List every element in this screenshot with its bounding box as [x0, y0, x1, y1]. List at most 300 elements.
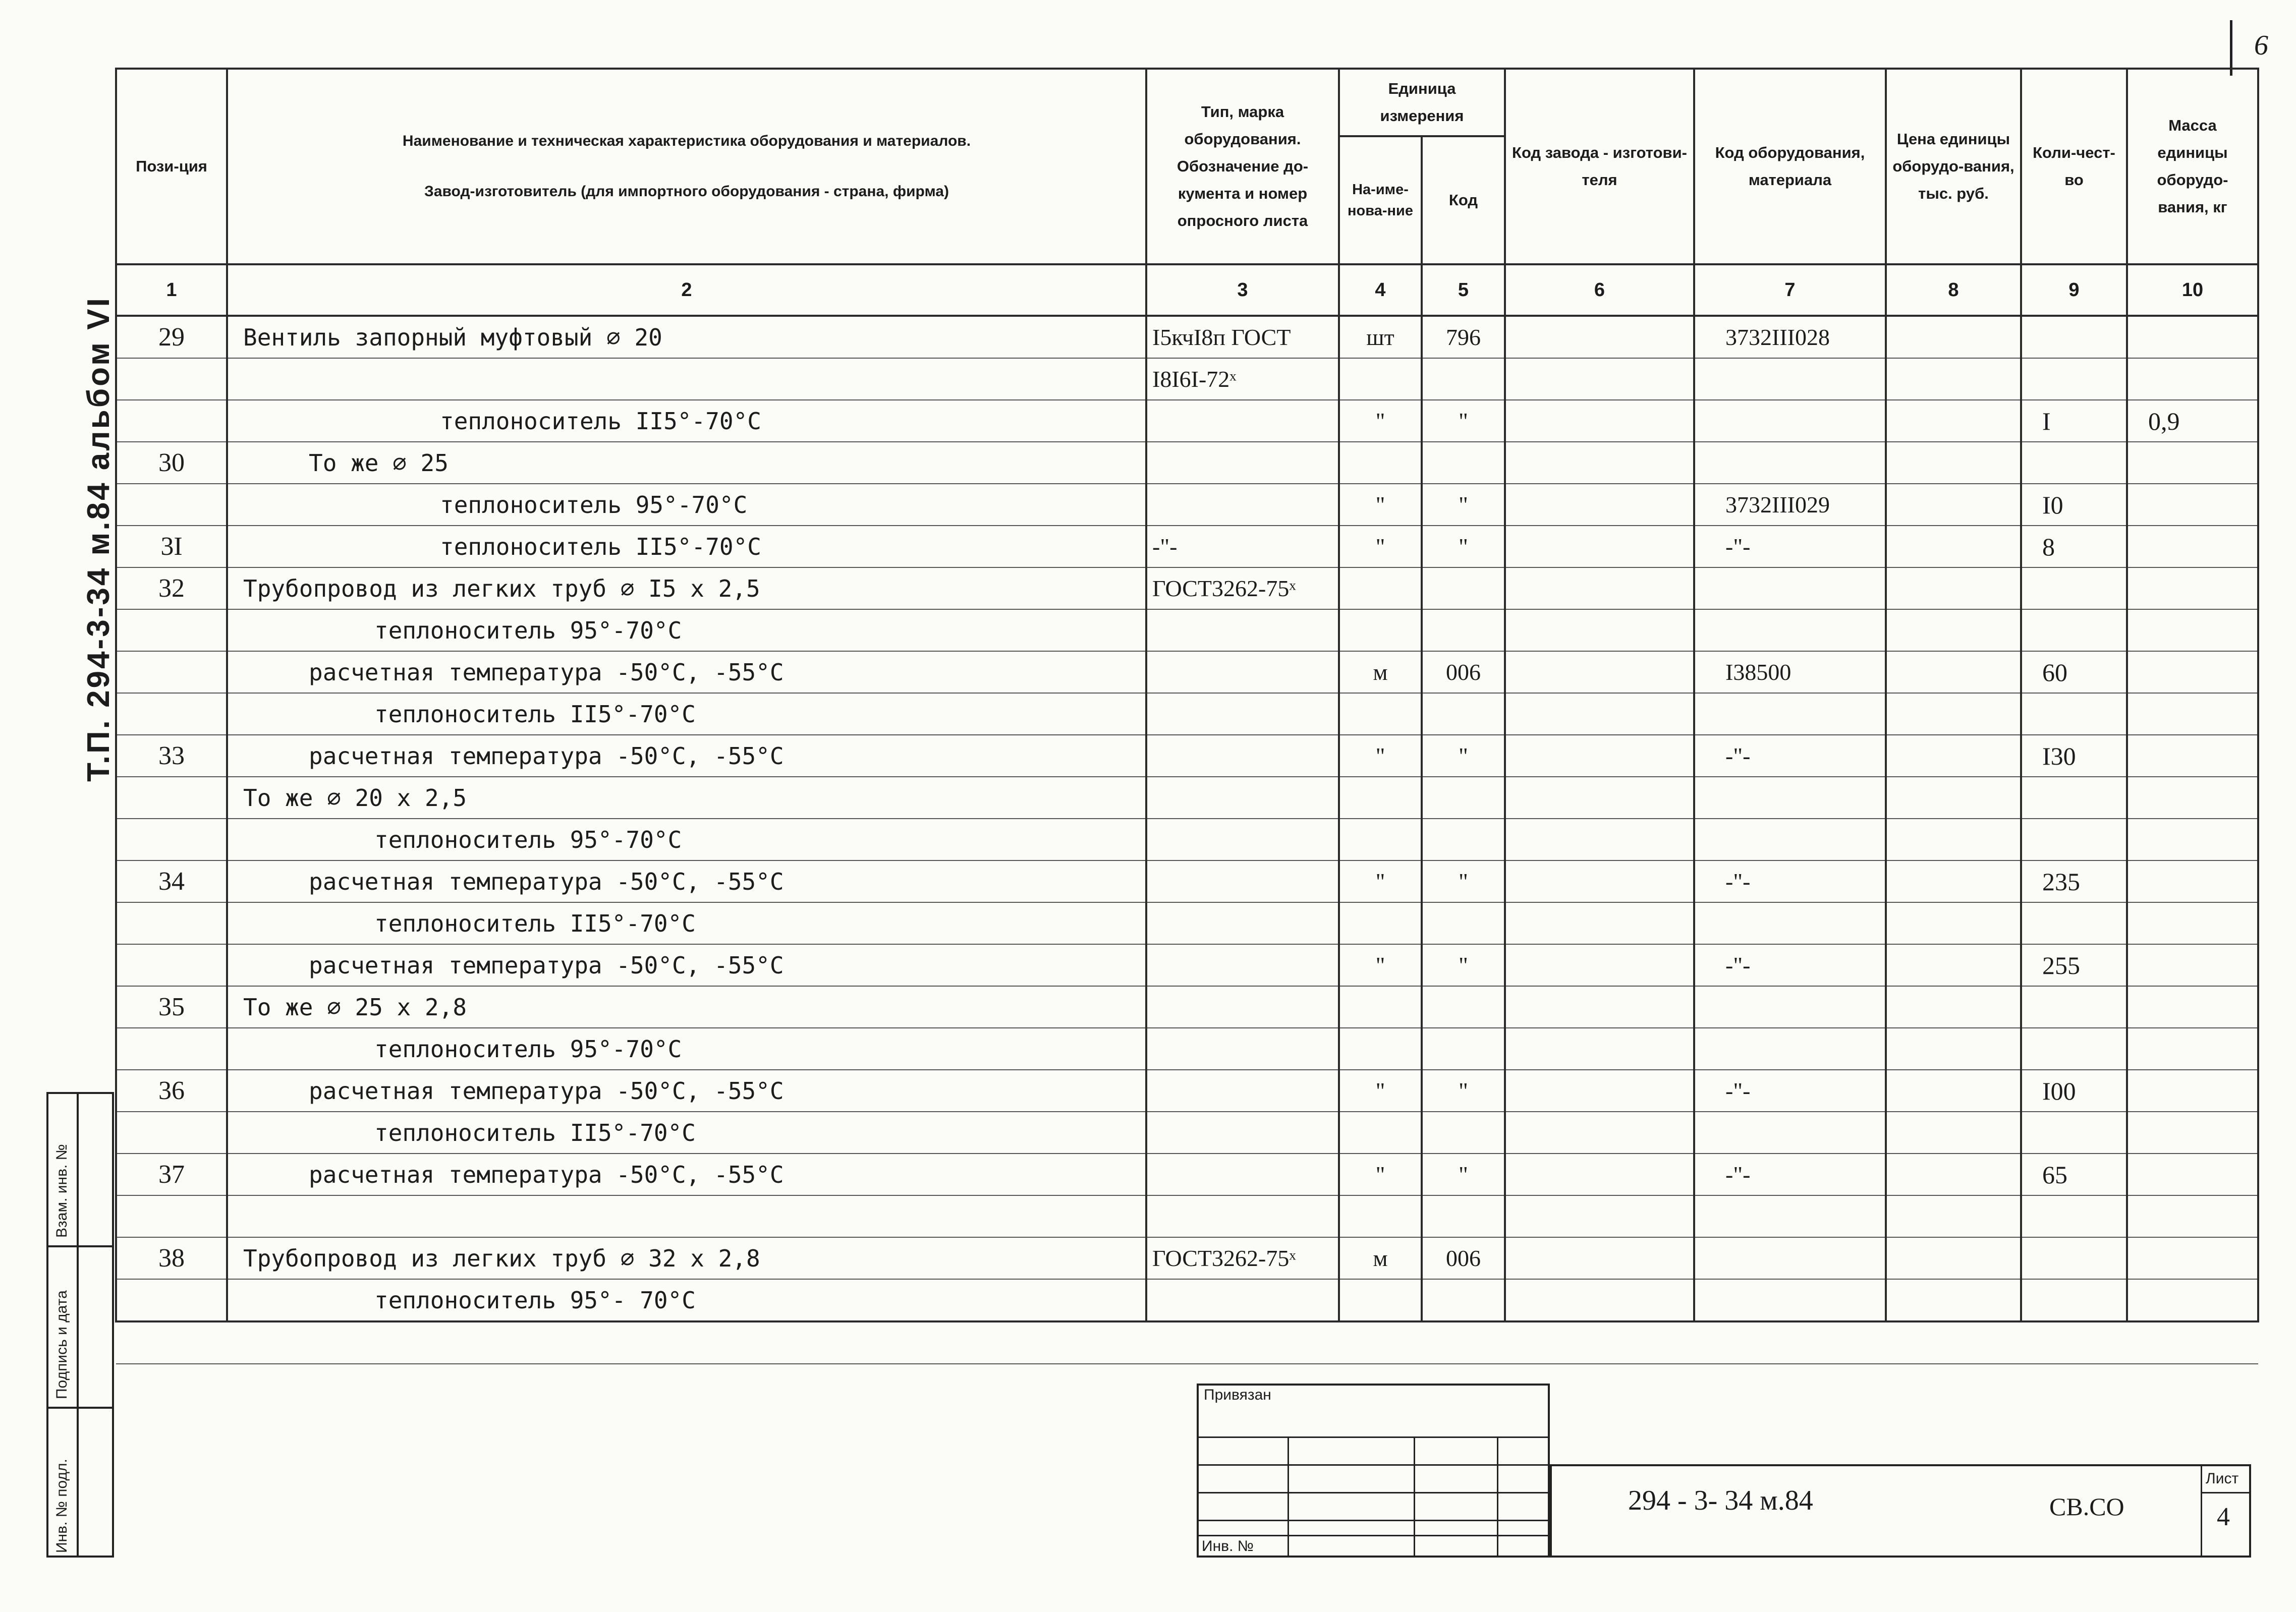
cell-quantity: 8	[2021, 526, 2127, 567]
cell-unit-name	[1339, 902, 1422, 944]
table-row	[116, 1112, 2258, 1154]
cell-unit-name	[1339, 986, 1422, 1028]
cell-type	[1146, 693, 1339, 735]
tb-grid-line	[1414, 1436, 1415, 1558]
cell-name: Вентиль запорный муфтовый ⌀ 20	[227, 316, 1146, 358]
cell-factory-code	[1505, 358, 1694, 400]
column-number: 4	[1339, 264, 1422, 316]
title-block-inv-no: Инв. №	[1202, 1538, 1254, 1555]
table-row	[116, 1070, 2258, 1112]
cell-mass	[2127, 944, 2258, 986]
cell-factory-code	[1505, 400, 1694, 442]
cell-mass	[2127, 693, 2258, 735]
cell-factory-code	[1505, 526, 1694, 567]
cell-material-code	[1694, 1112, 1886, 1154]
cell-type	[1146, 902, 1339, 944]
cell-position	[116, 1112, 227, 1154]
table-row	[116, 860, 2258, 902]
specification-table	[115, 68, 2259, 1364]
cell-factory-code	[1505, 693, 1694, 735]
cell-position: 38	[116, 1237, 227, 1279]
cell-price	[1886, 526, 2021, 567]
cell-unit-name	[1339, 1028, 1422, 1070]
cell-unit-name	[1339, 567, 1422, 609]
cell-unit-code: "	[1422, 484, 1505, 526]
cell-price	[1886, 609, 2021, 651]
cell-material-code: I38500	[1694, 651, 1886, 693]
cell-type	[1146, 651, 1339, 693]
table-row	[116, 526, 2258, 567]
cell-mass	[2127, 735, 2258, 777]
cell-quantity	[2021, 609, 2127, 651]
cell-type	[1146, 1154, 1339, 1195]
table-row	[116, 819, 2258, 860]
cell-unit-name: "	[1339, 944, 1422, 986]
cell-mass	[2127, 986, 2258, 1028]
header-mass: Масса единицы оборудо-вания, кг	[2127, 69, 2258, 264]
cell-quantity	[2021, 1028, 2127, 1070]
cell-price	[1886, 944, 2021, 986]
cell-price	[1886, 567, 2021, 609]
cell-position	[116, 1279, 227, 1321]
cell-factory-code	[1505, 1237, 1694, 1279]
cell-position: 3I	[116, 526, 227, 567]
cell-unit-name	[1339, 1195, 1422, 1237]
cell-unit-name	[1339, 358, 1422, 400]
cell-position	[116, 609, 227, 651]
cell-type: I5кчI8п ГОСТ	[1146, 316, 1339, 358]
cell-price	[1886, 484, 2021, 526]
cell-name: теплоноситель 95°-70°C	[227, 484, 1146, 526]
cell-price	[1886, 1237, 2021, 1279]
cell-quantity	[2021, 819, 2127, 860]
cell-mass	[2127, 567, 2258, 609]
table-row	[116, 1237, 2258, 1279]
cell-mass	[2127, 1028, 2258, 1070]
cell-factory-code	[1505, 1028, 1694, 1070]
cell-name: То же ⌀ 20 x 2,5	[227, 777, 1146, 819]
cell-unit-code	[1422, 986, 1505, 1028]
cell-unit-name: "	[1339, 526, 1422, 567]
cell-quantity	[2021, 986, 2127, 1028]
cell-price	[1886, 651, 2021, 693]
cell-material-code	[1694, 693, 1886, 735]
specification-body	[116, 316, 2258, 1364]
cell-mass	[2127, 902, 2258, 944]
cell-mass	[2127, 651, 2258, 693]
cell-type	[1146, 1279, 1339, 1321]
tb-grid-line	[2201, 1492, 2251, 1493]
title-block-privyazan: Привязан	[1204, 1387, 1271, 1403]
table-row	[116, 902, 2258, 944]
cell-name: расчетная температура -50°C, -55°C	[227, 1154, 1146, 1195]
cell-material-code	[1694, 358, 1886, 400]
cell-unit-name: "	[1339, 484, 1422, 526]
cell-quantity	[2021, 902, 2127, 944]
cell-quantity	[2021, 1237, 2127, 1279]
cell-material-code: 3732III028	[1694, 316, 1886, 358]
cell-mass	[2127, 526, 2258, 567]
cell-type	[1146, 1195, 1339, 1237]
cell-type	[1146, 609, 1339, 651]
cell-mass	[2127, 777, 2258, 819]
column-number: 10	[2127, 264, 2258, 316]
cell-type	[1146, 484, 1339, 526]
tb-grid-line	[2201, 1464, 2202, 1558]
cell-material-code: -"-	[1694, 735, 1886, 777]
header-unit-code: Код	[1422, 136, 1505, 264]
album-title: Т.П. 294-3-34 м.84 альбом VI	[81, 296, 116, 782]
cell-position	[116, 944, 227, 986]
cell-name: теплоноситель II5°-70°C	[227, 526, 1146, 567]
cell-mass	[2127, 316, 2258, 358]
cell-material-code: -"-	[1694, 944, 1886, 986]
cell-price	[1886, 693, 2021, 735]
cell-material-code	[1694, 567, 1886, 609]
header-qty: Коли-чест-во	[2021, 69, 2127, 264]
cell-price	[1886, 1279, 2021, 1321]
cell-unit-name: м	[1339, 1237, 1422, 1279]
cell-unit-code	[1422, 1028, 1505, 1070]
cell-quantity: I30	[2021, 735, 2127, 777]
cell-unit-code: 006	[1422, 1237, 1505, 1279]
cell-position	[116, 819, 227, 860]
cell-mass	[2127, 442, 2258, 484]
table-row	[116, 1279, 2258, 1321]
cell-position	[116, 1195, 227, 1237]
strip-label-vzam-inv: Взам. инв. №	[53, 1144, 70, 1238]
cell-name: расчетная температура -50°C, -55°C	[227, 944, 1146, 986]
cell-unit-name: шт	[1339, 316, 1422, 358]
cell-unit-code	[1422, 693, 1505, 735]
cell-unit-name	[1339, 609, 1422, 651]
cell-price	[1886, 400, 2021, 442]
cell-position: 37	[116, 1154, 227, 1195]
cell-unit-code	[1422, 567, 1505, 609]
cell-material-code	[1694, 1195, 1886, 1237]
cell-type	[1146, 442, 1339, 484]
cell-name: То же ⌀ 25	[227, 442, 1146, 484]
table-row	[116, 484, 2258, 526]
cell-factory-code	[1505, 651, 1694, 693]
cell-material-code	[1694, 1279, 1886, 1321]
cell-quantity	[2021, 358, 2127, 400]
cell-factory-code	[1505, 902, 1694, 944]
cell-quantity: 235	[2021, 860, 2127, 902]
cell-unit-code	[1422, 358, 1505, 400]
cell-mass: 0,9	[2127, 400, 2258, 442]
cell-factory-code	[1505, 986, 1694, 1028]
cell-name: расчетная температура -50°C, -55°C	[227, 1070, 1146, 1112]
cell-material-code	[1694, 819, 1886, 860]
strip-row-divider	[48, 1245, 112, 1247]
cell-factory-code	[1505, 944, 1694, 986]
title-block-doc-number: 294 - 3- 34 м.84	[1628, 1485, 1813, 1516]
cell-mass	[2127, 484, 2258, 526]
cell-mass	[2127, 1112, 2258, 1154]
table-bottom-spacer	[116, 1321, 2258, 1364]
cell-position: 35	[116, 986, 227, 1028]
table-row	[116, 735, 2258, 777]
cell-material-code: -"-	[1694, 1070, 1886, 1112]
column-number-row	[116, 264, 2258, 316]
cell-price	[1886, 1195, 2021, 1237]
cell-unit-name: "	[1339, 860, 1422, 902]
cell-name: Трубопровод из легких труб ⌀ 32 x 2,8	[227, 1237, 1146, 1279]
header-name	[227, 69, 1146, 264]
cell-price	[1886, 1112, 2021, 1154]
cell-unit-code: "	[1422, 1154, 1505, 1195]
column-number: 6	[1505, 264, 1694, 316]
table-row	[116, 567, 2258, 609]
cell-factory-code	[1505, 860, 1694, 902]
column-number: 9	[2021, 264, 2127, 316]
cell-quantity: I0	[2021, 484, 2127, 526]
cell-quantity	[2021, 567, 2127, 609]
cell-name: теплоноситель II5°-70°C	[227, 400, 1146, 442]
cell-type: ГОСТ3262-75ˣ	[1146, 567, 1339, 609]
cell-mass	[2127, 860, 2258, 902]
cell-name: теплоноситель II5°-70°C	[227, 1112, 1146, 1154]
cell-type	[1146, 944, 1339, 986]
cell-factory-code	[1505, 316, 1694, 358]
cell-material-code: -"-	[1694, 860, 1886, 902]
cell-unit-name	[1339, 819, 1422, 860]
cell-unit-code	[1422, 1195, 1505, 1237]
cell-price	[1886, 777, 2021, 819]
cell-factory-code	[1505, 819, 1694, 860]
tb-grid-line	[1497, 1436, 1498, 1558]
cell-quantity	[2021, 1195, 2127, 1237]
cell-material-code	[1694, 1237, 1886, 1279]
cell-position	[116, 484, 227, 526]
cell-quantity	[2021, 1112, 2127, 1154]
cell-quantity: I00	[2021, 1070, 2127, 1112]
table-row	[116, 316, 2258, 358]
table-row	[116, 1154, 2258, 1195]
cell-material-code	[1694, 1028, 1886, 1070]
cell-type	[1146, 1112, 1339, 1154]
cell-quantity	[2021, 316, 2127, 358]
cell-quantity	[2021, 693, 2127, 735]
cell-factory-code	[1505, 1279, 1694, 1321]
header-type: Тип, марка оборудования. Обозначение до-кумента и номер опросного листа	[1146, 69, 1339, 264]
cell-type: ГОСТ3262-75ˣ	[1146, 1237, 1339, 1279]
cell-type	[1146, 819, 1339, 860]
cell-material-code: -"-	[1694, 1154, 1886, 1195]
cell-position	[116, 902, 227, 944]
cell-price	[1886, 316, 2021, 358]
cell-position	[116, 651, 227, 693]
column-number: 2	[227, 264, 1146, 316]
header-unit-name: На-име-нова-ние	[1339, 136, 1422, 264]
cell-material-code	[1694, 986, 1886, 1028]
strip-label-podpis-data: Подпись и дата	[53, 1290, 70, 1399]
cell-unit-code	[1422, 1112, 1505, 1154]
cell-name: теплоноситель II5°-70°C	[227, 693, 1146, 735]
cell-unit-name	[1339, 777, 1422, 819]
cell-quantity	[2021, 1279, 2127, 1321]
column-number: 5	[1422, 264, 1505, 316]
header-name-line1: Наименование и техническая характеристика оборудования и материалов.	[402, 133, 971, 149]
cell-unit-code	[1422, 609, 1505, 651]
cell-unit-code	[1422, 442, 1505, 484]
cell-price	[1886, 986, 2021, 1028]
strip-row-divider	[48, 1407, 112, 1409]
cell-type	[1146, 735, 1339, 777]
cell-unit-code: "	[1422, 1070, 1505, 1112]
cell-unit-code: 796	[1422, 316, 1505, 358]
cell-unit-name: "	[1339, 1070, 1422, 1112]
cell-factory-code	[1505, 1195, 1694, 1237]
cell-unit-code: "	[1422, 944, 1505, 986]
cell-type	[1146, 860, 1339, 902]
cell-unit-name: "	[1339, 400, 1422, 442]
cell-position	[116, 1028, 227, 1070]
header-factory-code: Код завода - изготови-теля	[1505, 69, 1694, 264]
table-row	[116, 442, 2258, 484]
cell-name: То же ⌀ 25 x 2,8	[227, 986, 1146, 1028]
header-material-code: Код оборудования, материала	[1694, 69, 1886, 264]
table-row	[116, 358, 2258, 400]
cell-position	[116, 358, 227, 400]
cell-type	[1146, 777, 1339, 819]
cell-name	[227, 358, 1146, 400]
column-number: 7	[1694, 264, 1886, 316]
cell-mass	[2127, 1070, 2258, 1112]
table-row	[116, 609, 2258, 651]
cell-quantity: 255	[2021, 944, 2127, 986]
cell-mass	[2127, 1154, 2258, 1195]
cell-unit-name	[1339, 1112, 1422, 1154]
title-block-sheet-label: Лист	[2206, 1470, 2239, 1487]
cell-unit-name: "	[1339, 1154, 1422, 1195]
cell-unit-code: "	[1422, 860, 1505, 902]
cell-mass	[2127, 609, 2258, 651]
cell-price	[1886, 860, 2021, 902]
cell-material-code	[1694, 902, 1886, 944]
cell-material-code	[1694, 609, 1886, 651]
cell-position: 32	[116, 567, 227, 609]
table-row	[116, 777, 2258, 819]
table-row	[116, 400, 2258, 442]
cell-name: теплоноситель 95°-70°C	[227, 1028, 1146, 1070]
cell-position: 33	[116, 735, 227, 777]
cell-factory-code	[1505, 442, 1694, 484]
cell-material-code: 3732III029	[1694, 484, 1886, 526]
cell-type	[1146, 400, 1339, 442]
cell-quantity	[2021, 777, 2127, 819]
cell-position	[116, 777, 227, 819]
cell-price	[1886, 1154, 2021, 1195]
column-number: 8	[1886, 264, 2021, 316]
cell-quantity: I	[2021, 400, 2127, 442]
cell-type	[1146, 1028, 1339, 1070]
cell-name: расчетная температура -50°C, -55°C	[227, 860, 1146, 902]
title-block-doc-code: СВ.СО	[2049, 1492, 2124, 1521]
cell-mass	[2127, 1237, 2258, 1279]
cell-material-code: -"-	[1694, 526, 1886, 567]
cell-material-code	[1694, 400, 1886, 442]
cell-price	[1886, 1028, 2021, 1070]
cell-mass	[2127, 1195, 2258, 1237]
page-number: 6	[2254, 30, 2268, 61]
title-block	[1197, 1384, 2251, 1558]
column-number: 3	[1146, 264, 1339, 316]
cell-factory-code	[1505, 484, 1694, 526]
cell-price	[1886, 1070, 2021, 1112]
header-position: Пози-ция	[116, 69, 227, 264]
cell-factory-code	[1505, 567, 1694, 609]
cell-factory-code	[1505, 1070, 1694, 1112]
cell-position: 34	[116, 860, 227, 902]
cell-name: расчетная температура -50°C, -55°C	[227, 651, 1146, 693]
strip-label-inv-podl: Инв. № подл.	[53, 1459, 70, 1553]
cell-name: теплоноситель II5°-70°C	[227, 902, 1146, 944]
cell-name: теплоноситель 95°-70°C	[227, 609, 1146, 651]
cell-position: 36	[116, 1070, 227, 1112]
cell-name: теплоноситель 95°- 70°C	[227, 1279, 1146, 1321]
cell-mass	[2127, 1279, 2258, 1321]
tb-grid-line	[1287, 1436, 1289, 1558]
header-price: Цена единицы оборудо-вания, тыс. руб.	[1886, 69, 2021, 264]
cell-type: -"-	[1146, 526, 1339, 567]
table-bottom-spacer-cell	[116, 1321, 2258, 1364]
binding-strip	[46, 1092, 114, 1558]
cell-factory-code	[1505, 777, 1694, 819]
cell-price	[1886, 442, 2021, 484]
cell-price	[1886, 735, 2021, 777]
cell-position: 29	[116, 316, 227, 358]
cell-position	[116, 693, 227, 735]
cell-unit-name	[1339, 442, 1422, 484]
cell-unit-code	[1422, 819, 1505, 860]
cell-position	[116, 400, 227, 442]
cell-price	[1886, 902, 2021, 944]
cell-type	[1146, 1070, 1339, 1112]
cell-material-code	[1694, 777, 1886, 819]
title-block-sheet-number: 4	[2217, 1503, 2230, 1531]
cell-quantity: 60	[2021, 651, 2127, 693]
cell-name: теплоноситель 95°-70°C	[227, 819, 1146, 860]
table-row	[116, 944, 2258, 986]
cell-name: Трубопровод из легких труб ⌀ I5 x 2,5	[227, 567, 1146, 609]
cell-price	[1886, 358, 2021, 400]
cell-factory-code	[1505, 609, 1694, 651]
header-row	[116, 69, 2258, 136]
table-row	[116, 1195, 2258, 1237]
cell-unit-code: "	[1422, 526, 1505, 567]
cell-name	[227, 1195, 1146, 1237]
cell-price	[1886, 819, 2021, 860]
cell-factory-code	[1505, 1154, 1694, 1195]
column-number: 1	[116, 264, 227, 316]
table-row	[116, 651, 2258, 693]
table-row	[116, 1028, 2258, 1070]
cell-unit-code: "	[1422, 400, 1505, 442]
cell-position: 30	[116, 442, 227, 484]
cell-unit-name: м	[1339, 651, 1422, 693]
cell-unit-code	[1422, 777, 1505, 819]
cell-unit-code: 006	[1422, 651, 1505, 693]
header-unit: Единица измерения	[1339, 69, 1505, 136]
cell-quantity: 65	[2021, 1154, 2127, 1195]
cell-type	[1146, 986, 1339, 1028]
cell-mass	[2127, 358, 2258, 400]
cell-material-code	[1694, 442, 1886, 484]
table-row	[116, 693, 2258, 735]
cell-type: I8I6I-72ˣ	[1146, 358, 1339, 400]
